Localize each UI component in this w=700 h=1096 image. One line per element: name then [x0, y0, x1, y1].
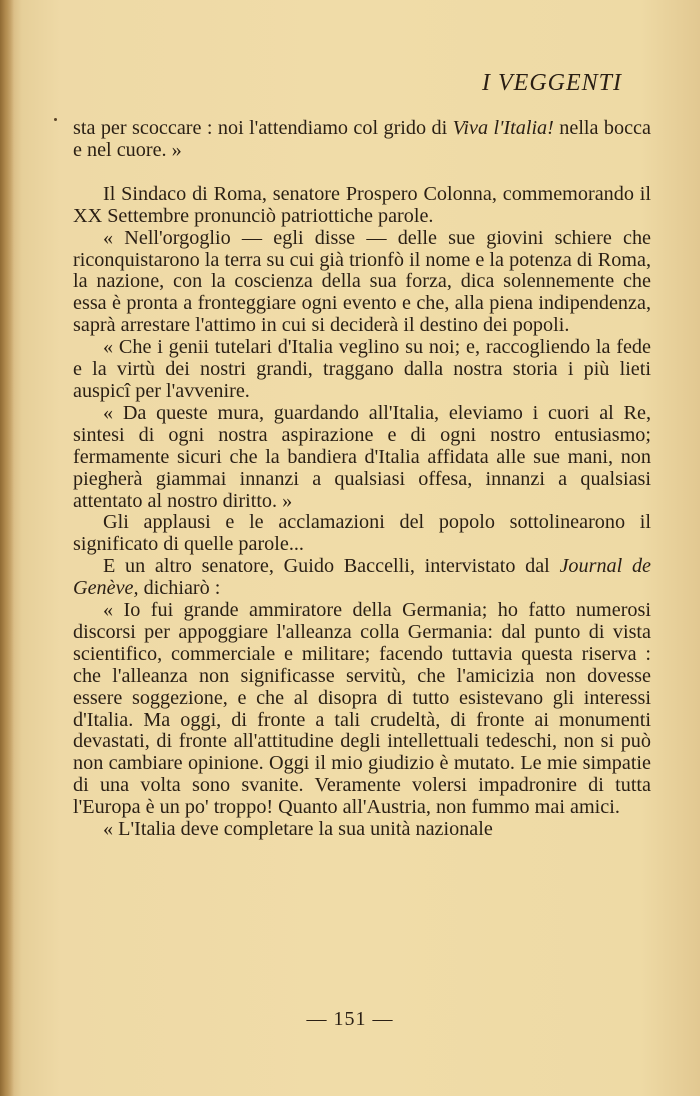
paragraph: Gli applausi e le acclamazioni del popolo sottolinearono il significato di quelle parole... [73, 511, 651, 556]
text-segment: nella bocca e nel cuore. » [73, 117, 651, 161]
page-body [73, 118, 651, 841]
text-segment: sta per scoccare : noi l'attendiamo col grido di [73, 117, 453, 139]
running-header-title: I VEGGENTI [482, 70, 622, 96]
paragraph [73, 556, 651, 600]
italic-newspaper-title: Journal de Genève, [73, 555, 651, 600]
paragraph-quote: « Io fui grande ammiratore della Germania; ho fatto numerosi discorsi per appoggiare l'alleanza colla Germania: dal punto di vista scientifico, commerciale e militare; facendo tuttavia questa riserva : che l'alleanza non significasse servitù, che l'amicizia non dovesse essere soggezione, e che al disopra di tutto esistevano gli interessi d'Italia. Ma oggi, di fronte a tali crudeltà, di fronte ai monumenti devastati, di fronte all'attitudine degli intellettuali tedeschi, non si può non cambiare opinione. Oggi il mio giudizio è mutato. Le mie simpatie di una volta sono svanite. Veramente volersi impadronire di tutta l'Europa è un po' troppo! Quanto all'Austria, non fummo mai amici. [73, 599, 651, 819]
paragraph-continuation [73, 118, 651, 162]
paragraph: Il Sindaco di Roma, senatore Prospero Colonna, commemorando il XX Settembre pronunciò patriottiche parole. [73, 182, 651, 227]
paragraph-quote: « L'Italia deve completare la sua unità nazionale [103, 818, 493, 841]
text-segment: dichiarò : [138, 577, 221, 600]
text-segment: E un altro senatore, Guido Baccelli, intervistato dal [103, 555, 560, 578]
italic-phrase: Viva l'Italia! [452, 117, 554, 139]
paragraph-quote: « Nell'orgoglio — egli disse — delle sue giovini schiere che riconquistarono la terra su cui già trionfò il nome e la potenza di Roma, la nazione, con la coscienza della sua forza, dica solennemente che essa è pronta a fronteggiare ogni evento e che, alla piena indipendenza, saprà arrestare l'attimo in cui si deciderà il destino dei popoli. [73, 226, 651, 337]
page-number: — 151 — [306, 1008, 394, 1030]
paper-speck [54, 118, 57, 121]
paragraph-quote: « Che i genii tutelari d'Italia veglino su noi; e, raccogliendo la fede e la virtù dei nostri grandi, traggano dalla nostra storia i più lieti auspicî per l'avvenire. [73, 336, 651, 402]
book-gutter [0, 0, 14, 1096]
paragraph-quote: « Da queste mura, guardando all'Italia, eleviamo i cuori al Re, sintesi di ogni nostra aspirazione e di ogni nostro entusiasmo; fermamente sicuri che la bandiera d'Italia affidata alle sue mani, non piegherà giammai innanzi a qualsiasi offesa, innanzi a qualsiasi attentato al nostro diritto. » [73, 401, 651, 512]
